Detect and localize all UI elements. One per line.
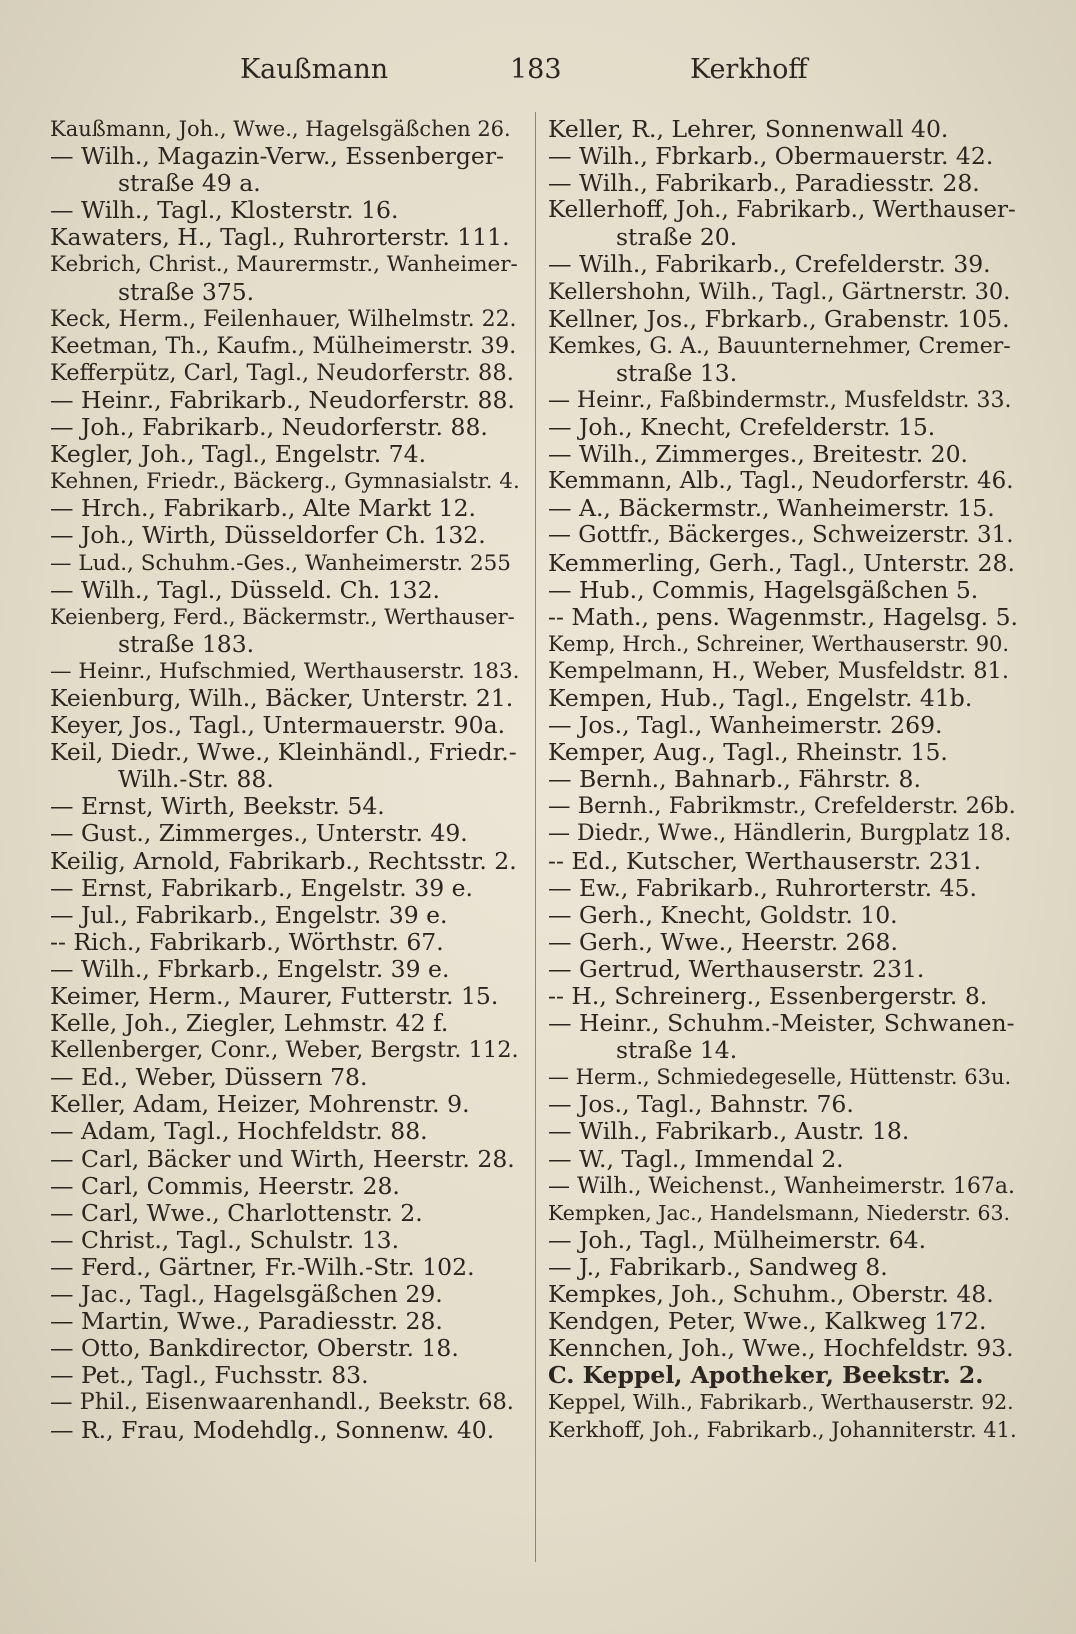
directory-entry: Keienburg, Wilh., Bäcker, Unterstr. 21. (50, 684, 514, 712)
directory-entry: — Wilh., Zimmerges., Breitestr. 20. (548, 441, 969, 469)
directory-entry: Kempelmann, H., Weber, Musfeldstr. 81. (548, 657, 1010, 684)
directory-entry: — Gerh., Knecht, Goldstr. 10. (548, 901, 898, 929)
directory-entry: — Pet., Tagl., Fuchsstr. 83. (50, 1362, 369, 1390)
directory-entry: Kemmann, Alb., Tagl., Neudorferstr. 46. (548, 468, 1014, 495)
directory-entry: — W., Tagl., Immendal 2. (548, 1145, 844, 1173)
directory-entry: — Gerh., Wwe., Heerstr. 268. (548, 928, 898, 956)
directory-entry: Kebrich, Christ., Maurermstr., Wanheimer- (50, 252, 518, 278)
directory-entry: Kellershohn, Wilh., Tagl., Gärtnerstr. 30. (548, 278, 1011, 305)
directory-entry: — Diedr., Wwe., Händlerin, Burgplatz 18. (548, 821, 1012, 847)
directory-entry: — Adam, Tagl., Hochfeldstr. 88. (50, 1118, 428, 1146)
directory-entry: Kellner, Jos., Fbrkarb., Grabenstr. 105. (548, 305, 1010, 333)
directory-entry: — A., Bäckermstr., Wanheimerstr. 15. (548, 495, 995, 523)
directory-entry: -- H., Schreinerg., Essenbergerstr. 8. (548, 983, 988, 1010)
directory-entry: Kemkes, G. A., Bauunternehmer, Cremer- (548, 333, 1011, 359)
directory-entry: — Heinr., Faßbindermstr., Musfeldstr. 33. (548, 387, 1012, 413)
directory-entry: — Wilh., Fbrkarb., Obermauerstr. 42. (548, 143, 994, 171)
directory-entry: Keppel, Wilh., Fabrikarb., Werthauserstr. 92. (548, 1390, 1014, 1415)
directory-entry: — Carl, Wwe., Charlottenstr. 2. (50, 1199, 423, 1227)
directory-entry: — Wilh., Magazin-Verw., Essenberger- (50, 143, 504, 171)
directory-entry: Kemper, Aug., Tagl., Rheinstr. 15. (548, 739, 948, 767)
directory-entry: — Wilh., Fabrikarb., Crefelderstr. 39. (548, 251, 991, 279)
directory-entry: Keil, Diedr., Wwe., Kleinhändl., Friedr.- (50, 739, 517, 767)
directory-entry: — Ferd., Gärtner, Fr.-Wilh.-Str. 102. (50, 1253, 475, 1281)
directory-entry-continuation: straße 49 a. (118, 170, 261, 198)
directory-entry-continuation: straße 183. (118, 630, 255, 658)
directory-entry: Keyer, Jos., Tagl., Untermauerstr. 90a. (50, 712, 506, 740)
directory-entry: Kellenberger, Conr., Weber, Bergstr. 112. (50, 1037, 519, 1064)
directory-entry: — Wilh., Fbrkarb., Engelstr. 39 e. (50, 955, 450, 983)
directory-entry: — Jac., Tagl., Hagelsgäßchen 29. (50, 1281, 443, 1309)
directory-entry: Kemp, Hrch., Schreiner, Werthauserstr. 90. (548, 631, 1010, 656)
directory-entry: — Ernst, Fabrikarb., Engelstr. 39 e. (50, 874, 473, 902)
directory-entry: Keetman, Th., Kaufm., Mülheimerstr. 39. (50, 332, 517, 359)
directory-entry: — Joh., Fabrikarb., Neudorferstr. 88. (50, 414, 488, 442)
directory-entry: — Joh., Wirth, Düsseldorfer Ch. 132. (50, 522, 486, 550)
directory-entry: — Wilh., Tagl., Klosterstr. 16. (50, 197, 399, 225)
directory-entry: Kerkhoff, Joh., Fabrikarb., Johanniterstr. 41. (548, 1417, 1017, 1442)
directory-entry: -- Ed., Kutscher, Werthauserstr. 231. (548, 847, 982, 875)
directory-entry: — J., Fabrikarb., Sandweg 8. (548, 1253, 888, 1281)
directory-entry: — Joh., Knecht, Crefelderstr. 15. (548, 414, 936, 442)
directory-entry: — Martin, Wwe., Paradiesstr. 28. (50, 1308, 443, 1336)
directory-entry: — Wilh., Fabrikarb., Paradiesstr. 28. (548, 170, 980, 198)
directory-entry-continuation: Wilh.-Str. 88. (118, 766, 274, 794)
column-divider (535, 112, 536, 1562)
directory-entry: — Bernh., Bahnarb., Fährstr. 8. (548, 766, 921, 794)
directory-entry: — Ed., Weber, Düssern 78. (50, 1064, 368, 1092)
directory-entry: -- Rich., Fabrikarb., Wörthstr. 67. (50, 928, 444, 956)
directory-entry: Keck, Herm., Feilenhauer, Wilhelmstr. 22. (50, 306, 517, 332)
directory-entry: — Christ., Tagl., Schulstr. 13. (50, 1226, 400, 1254)
directory-entry: — Wilh., Weichenst., Wanheimerstr. 167a. (548, 1173, 1016, 1199)
directory-entry: — Carl, Bäcker und Wirth, Heerstr. 28. (50, 1145, 515, 1173)
directory-entry: — Otto, Bankdirector, Oberstr. 18. (50, 1335, 459, 1363)
directory-entry-continuation: straße 375. (118, 278, 255, 306)
directory-entry: — Heinr., Hufschmied, Werthauserstr. 183. (50, 658, 520, 684)
directory-entry: Kegler, Joh., Tagl., Engelstr. 74. (50, 441, 427, 469)
directory-entry: -- Math., pens. Wagenmstr., Hagelsg. 5. (548, 603, 1018, 631)
directory-entry: Keilig, Arnold, Fabrikarb., Rechtsstr. 2. (50, 847, 517, 875)
directory-entry: Kelle, Joh., Ziegler, Lehmstr. 42 f. (50, 1010, 449, 1038)
directory-entry: — Gertrud, Werthauserstr. 231. (548, 955, 925, 983)
directory-entry: — Wilh., Fabrikarb., Austr. 18. (548, 1118, 910, 1146)
directory-entry: — Heinr., Schuhm.-Meister, Schwanen- (548, 1010, 1015, 1038)
directory-entry: Kawaters, H., Tagl., Ruhrorterstr. 111. (50, 224, 510, 252)
directory-entry: Kendgen, Peter, Wwe., Kalkweg 172. (548, 1308, 987, 1336)
directory-entry: — Joh., Tagl., Mülheimerstr. 64. (548, 1226, 927, 1254)
page-header (0, 48, 1076, 92)
directory-entry: — Lud., Schuhm.-Ges., Wanheimerstr. 255 (50, 550, 511, 576)
directory-entry: — Carl, Commis, Heerstr. 28. (50, 1172, 400, 1200)
header-first-entry: Kaußmann (240, 54, 389, 85)
directory-entry: Keller, Adam, Heizer, Mohrenstr. 9. (50, 1091, 470, 1119)
directory-entry: Keller, R., Lehrer, Sonnenwall 40. (548, 116, 949, 143)
directory-entry-advertised: C. Keppel, Apotheker, Beekstr. 2. (548, 1362, 984, 1390)
directory-entry: Keimer, Herm., Maurer, Futterstr. 15. (50, 983, 499, 1010)
directory-entry: Kempken, Jac., Handelsmann, Niederstr. 63. (548, 1200, 1011, 1225)
directory-entry: — Jos., Tagl., Wanheimerstr. 269. (548, 712, 943, 740)
directory-entry: — Jul., Fabrikarb., Engelstr. 39 e. (50, 901, 448, 929)
directory-entry: — Ew., Fabrikarb., Ruhrorterstr. 45. (548, 874, 977, 902)
right-column (548, 116, 1018, 1444)
directory-entry: Keienberg, Ferd., Bäckermstr., Werthauser- (50, 604, 515, 629)
header-last-entry: Kerkhoff (690, 54, 808, 85)
directory-entry: — Wilh., Tagl., Düsseld. Ch. 132. (50, 576, 440, 604)
directory-entry: — Gottfr., Bäckerges., Schweizerstr. 31. (548, 522, 1014, 549)
directory-entry: — Ernst, Wirth, Beekstr. 54. (50, 793, 385, 821)
directory-entry-continuation: straße 20. (616, 224, 738, 252)
directory-entry: — Hub., Commis, Hagelsgäßchen 5. (548, 576, 979, 604)
directory-entry-continuation: straße 14. (616, 1037, 738, 1065)
directory-entry: — Gust., Zimmerges., Unterstr. 49. (50, 820, 468, 848)
directory-entry: — Heinr., Fabrikarb., Neudorferstr. 88. (50, 386, 515, 414)
directory-entry: Kehnen, Friedr., Bäckerg., Gymnasialstr. 4. (50, 469, 520, 495)
directory-entry-continuation: straße 13. (616, 359, 738, 387)
directory-entry: Kaußmann, Joh., Wwe., Hagelsgäßchen 26. (50, 117, 511, 141)
directory-entry: — Bernh., Fabrikmstr., Crefelderstr. 26b. (548, 793, 1016, 820)
directory-entry: Kempen, Hub., Tagl., Engelstr. 41b. (548, 684, 973, 712)
directory-entry: — Hrch., Fabrikarb., Alte Markt 12. (50, 495, 476, 523)
directory-entry: — R., Frau, Modehdlg., Sonnenw. 40. (50, 1416, 495, 1444)
directory-entry: Kellerhoff, Joh., Fabrikarb., Werthauser- (548, 197, 1016, 224)
directory-entry: — Phil., Eisenwaarenhandl., Beekstr. 68. (50, 1389, 514, 1416)
directory-entry: Kennchen, Joh., Wwe., Hochfeldstr. 93. (548, 1335, 1014, 1363)
page-number: 183 (510, 54, 562, 85)
directory-entry: Kemmerling, Gerh., Tagl., Unterstr. 28. (548, 549, 1015, 577)
directory-entry: — Jos., Tagl., Bahnstr. 76. (548, 1091, 854, 1119)
directory-entry: Kefferpütz, Carl, Tagl., Neudorferstr. 88. (50, 359, 514, 386)
directory-entry: — Herm., Schmiedegeselle, Hüttenstr. 63u. (548, 1065, 1012, 1090)
directory-entry: Kempkes, Joh., Schuhm., Oberstr. 48. (548, 1281, 994, 1309)
left-column (50, 116, 520, 1444)
